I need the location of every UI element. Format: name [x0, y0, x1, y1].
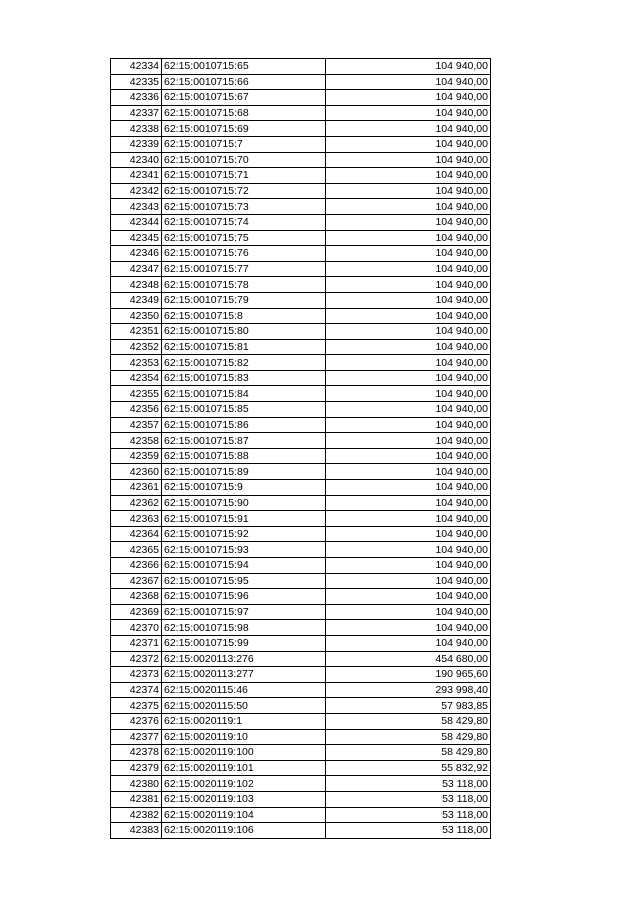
table-row: [111, 402, 491, 418]
cadastral-number-cell: 62:15:0010715:99: [162, 635, 326, 651]
cadastral-value-cell: 104 940,00: [326, 152, 491, 168]
table-row: [111, 183, 491, 199]
row-number-cell: 42383: [111, 823, 162, 839]
table-row: [111, 121, 491, 137]
cadastral-number-cell: 62:15:0010715:84: [162, 386, 326, 402]
cadastral-value-cell: 104 940,00: [326, 90, 491, 106]
cadastral-value-cell: 104 940,00: [326, 620, 491, 636]
cadastral-number-cell: 62:15:0010715:90: [162, 495, 326, 511]
row-number-cell: 42377: [111, 729, 162, 745]
row-number-cell: 42353: [111, 355, 162, 371]
cadastral-number-cell: 62:15:0020119:1: [162, 713, 326, 729]
table-row: [111, 90, 491, 106]
row-number-cell: 42363: [111, 511, 162, 527]
cadastral-number-cell: 62:15:0020115:46: [162, 682, 326, 698]
row-number-cell: 42372: [111, 651, 162, 667]
cadastral-number-cell: 62:15:0010715:85: [162, 402, 326, 418]
table-row: [111, 823, 491, 839]
cadastral-value-cell: 293 998,40: [326, 682, 491, 698]
cadastral-number-cell: 62:15:0010715:74: [162, 214, 326, 230]
cadastral-number-cell: 62:15:0010715:7: [162, 136, 326, 152]
cadastral-number-cell: 62:15:0010715:77: [162, 261, 326, 277]
table-row: [111, 729, 491, 745]
row-number-cell: 42367: [111, 573, 162, 589]
row-number-cell: 42340: [111, 152, 162, 168]
table-row: [111, 760, 491, 776]
cadastral-value-cell: 104 940,00: [326, 386, 491, 402]
row-number-cell: 42379: [111, 760, 162, 776]
table-row: [111, 433, 491, 449]
cadastral-value-cell: 104 940,00: [326, 230, 491, 246]
table-row: [111, 261, 491, 277]
row-number-cell: 42358: [111, 433, 162, 449]
cadastral-number-cell: 62:15:0010715:67: [162, 90, 326, 106]
row-number-cell: 42349: [111, 292, 162, 308]
cadastral-value-cell: 104 940,00: [326, 589, 491, 605]
table-row: [111, 651, 491, 667]
cadastral-value-cell: 104 940,00: [326, 246, 491, 262]
cadastral-value-cell: 104 940,00: [326, 168, 491, 184]
cadastral-value-cell: 190 965,60: [326, 667, 491, 683]
table-row: [111, 152, 491, 168]
table-row: [111, 573, 491, 589]
cadastral-value-cell: 53 118,00: [326, 823, 491, 839]
cadastral-number-cell: 62:15:0010715:80: [162, 324, 326, 340]
cadastral-value-cell: 53 118,00: [326, 776, 491, 792]
cadastral-value-cell: 104 940,00: [326, 402, 491, 418]
table-row: [111, 292, 491, 308]
cadastral-number-cell: 62:15:0010715:97: [162, 604, 326, 620]
table-row: [111, 589, 491, 605]
cadastral-number-cell: 62:15:0010715:71: [162, 168, 326, 184]
cadastral-value-cell: 104 940,00: [326, 261, 491, 277]
cadastral-value-cell: 58 429,80: [326, 713, 491, 729]
row-number-cell: 42365: [111, 542, 162, 558]
cadastral-number-cell: 62:15:0010715:66: [162, 74, 326, 90]
table-row: [111, 558, 491, 574]
cadastral-value-cell: 104 940,00: [326, 433, 491, 449]
table-row: [111, 105, 491, 121]
table-row: [111, 620, 491, 636]
row-number-cell: 42348: [111, 277, 162, 293]
row-number-cell: 42337: [111, 105, 162, 121]
cadastral-value-cell: 104 940,00: [326, 136, 491, 152]
row-number-cell: 42364: [111, 526, 162, 542]
cadastral-value-cell: 104 940,00: [326, 448, 491, 464]
cadastral-number-cell: 62:15:0010715:94: [162, 558, 326, 574]
row-number-cell: 42341: [111, 168, 162, 184]
table-row: [111, 324, 491, 340]
table-row: [111, 214, 491, 230]
row-number-cell: 42359: [111, 448, 162, 464]
cadastral-number-cell: 62:15:0020119:101: [162, 760, 326, 776]
table-row: [111, 448, 491, 464]
row-number-cell: 42336: [111, 90, 162, 106]
row-number-cell: 42352: [111, 339, 162, 355]
cadastral-number-cell: 62:15:0020115:50: [162, 698, 326, 714]
table-row: [111, 667, 491, 683]
row-number-cell: 42342: [111, 183, 162, 199]
cadastral-number-cell: 62:15:0010715:72: [162, 183, 326, 199]
row-number-cell: 42357: [111, 417, 162, 433]
table-row: [111, 745, 491, 761]
table-row: [111, 199, 491, 215]
cadastral-number-cell: 62:15:0010715:81: [162, 339, 326, 355]
table-row: [111, 308, 491, 324]
cadastral-value-cell: 104 940,00: [326, 74, 491, 90]
cadastral-number-cell: 62:15:0010715:78: [162, 277, 326, 293]
cadastral-number-cell: 62:15:0010715:65: [162, 59, 326, 75]
row-number-cell: 42362: [111, 495, 162, 511]
cadastral-value-cell: 104 940,00: [326, 355, 491, 371]
table-row: [111, 635, 491, 651]
row-number-cell: 42381: [111, 791, 162, 807]
table-row: [111, 464, 491, 480]
row-number-cell: 42373: [111, 667, 162, 683]
cadastral-value-cell: 57 983,85: [326, 698, 491, 714]
cadastral-number-cell: 62:15:0020119:102: [162, 776, 326, 792]
table-row: [111, 74, 491, 90]
row-number-cell: 42345: [111, 230, 162, 246]
table-row: [111, 511, 491, 527]
cadastral-value-cell: 104 940,00: [326, 292, 491, 308]
cadastral-value-cell: 454 680,00: [326, 651, 491, 667]
table-row: [111, 776, 491, 792]
cadastral-value-cell: 104 940,00: [326, 183, 491, 199]
cadastral-value-cell: 104 940,00: [326, 526, 491, 542]
cadastral-number-cell: 62:15:0020119:100: [162, 745, 326, 761]
cadastral-number-cell: 62:15:0010715:93: [162, 542, 326, 558]
row-number-cell: 42360: [111, 464, 162, 480]
table-row: [111, 339, 491, 355]
table-row: [111, 230, 491, 246]
row-number-cell: 42366: [111, 558, 162, 574]
table-row: [111, 480, 491, 496]
row-number-cell: 42344: [111, 214, 162, 230]
cadastral-value-cell: 104 940,00: [326, 105, 491, 121]
cadastral-number-cell: 62:15:0020119:10: [162, 729, 326, 745]
table-row: [111, 168, 491, 184]
cadastral-value-cell: 58 429,80: [326, 729, 491, 745]
cadastral-value-cell: 55 832,92: [326, 760, 491, 776]
cadastral-value-table: [110, 58, 491, 839]
row-number-cell: 42382: [111, 807, 162, 823]
cadastral-value-cell: 53 118,00: [326, 791, 491, 807]
table-body: [111, 59, 491, 839]
cadastral-number-cell: 62:15:0010715:79: [162, 292, 326, 308]
cadastral-value-cell: 104 940,00: [326, 542, 491, 558]
cadastral-number-cell: 62:15:0020119:103: [162, 791, 326, 807]
row-number-cell: 42338: [111, 121, 162, 137]
cadastral-number-cell: 62:15:0010715:88: [162, 448, 326, 464]
row-number-cell: 42350: [111, 308, 162, 324]
row-number-cell: 42376: [111, 713, 162, 729]
table-row: [111, 713, 491, 729]
row-number-cell: 42355: [111, 386, 162, 402]
row-number-cell: 42356: [111, 402, 162, 418]
row-number-cell: 42343: [111, 199, 162, 215]
table-row: [111, 417, 491, 433]
cadastral-value-cell: 104 940,00: [326, 308, 491, 324]
row-number-cell: 42368: [111, 589, 162, 605]
cadastral-value-cell: 104 940,00: [326, 370, 491, 386]
row-number-cell: 42335: [111, 74, 162, 90]
cadastral-value-cell: 104 940,00: [326, 464, 491, 480]
cadastral-value-cell: 104 940,00: [326, 635, 491, 651]
cadastral-value-cell: 104 940,00: [326, 604, 491, 620]
table-row: [111, 136, 491, 152]
table-row: [111, 246, 491, 262]
table-row: [111, 370, 491, 386]
cadastral-value-cell: 104 940,00: [326, 121, 491, 137]
cadastral-number-cell: 62:15:0010715:70: [162, 152, 326, 168]
cadastral-value-cell: 104 940,00: [326, 339, 491, 355]
row-number-cell: 42354: [111, 370, 162, 386]
row-number-cell: 42369: [111, 604, 162, 620]
cadastral-value-cell: 104 940,00: [326, 324, 491, 340]
cadastral-number-cell: 62:15:0010715:89: [162, 464, 326, 480]
cadastral-number-cell: 62:15:0010715:75: [162, 230, 326, 246]
cadastral-number-cell: 62:15:0010715:83: [162, 370, 326, 386]
cadastral-number-cell: 62:15:0010715:73: [162, 199, 326, 215]
table-row: [111, 277, 491, 293]
cadastral-number-cell: 62:15:0020113:276: [162, 651, 326, 667]
row-number-cell: 42334: [111, 59, 162, 75]
table-row: [111, 526, 491, 542]
cadastral-value-cell: 104 940,00: [326, 511, 491, 527]
row-number-cell: 42371: [111, 635, 162, 651]
cadastral-value-cell: 104 940,00: [326, 199, 491, 215]
row-number-cell: 42380: [111, 776, 162, 792]
row-number-cell: 42351: [111, 324, 162, 340]
cadastral-number-cell: 62:15:0010715:91: [162, 511, 326, 527]
cadastral-value-cell: 104 940,00: [326, 558, 491, 574]
table-row: [111, 542, 491, 558]
row-number-cell: 42370: [111, 620, 162, 636]
cadastral-number-cell: 62:15:0010715:68: [162, 105, 326, 121]
cadastral-number-cell: 62:15:0010715:76: [162, 246, 326, 262]
row-number-cell: 42374: [111, 682, 162, 698]
row-number-cell: 42378: [111, 745, 162, 761]
row-number-cell: 42339: [111, 136, 162, 152]
row-number-cell: 42346: [111, 246, 162, 262]
table-row: [111, 791, 491, 807]
cadastral-number-cell: 62:15:0010715:86: [162, 417, 326, 433]
cadastral-number-cell: 62:15:0010715:96: [162, 589, 326, 605]
cadastral-number-cell: 62:15:0010715:69: [162, 121, 326, 137]
cadastral-value-cell: 104 940,00: [326, 214, 491, 230]
cadastral-value-cell: 104 940,00: [326, 417, 491, 433]
table-row: [111, 59, 491, 75]
row-number-cell: 42361: [111, 480, 162, 496]
table-row: [111, 698, 491, 714]
cadastral-value-cell: 58 429,80: [326, 745, 491, 761]
cadastral-number-cell: 62:15:0010715:87: [162, 433, 326, 449]
cadastral-value-cell: 104 940,00: [326, 480, 491, 496]
table-row: [111, 807, 491, 823]
cadastral-number-cell: 62:15:0020113:277: [162, 667, 326, 683]
cadastral-number-cell: 62:15:0020119:104: [162, 807, 326, 823]
row-number-cell: 42375: [111, 698, 162, 714]
cadastral-value-cell: 104 940,00: [326, 573, 491, 589]
cadastral-value-cell: 104 940,00: [326, 277, 491, 293]
row-number-cell: 42347: [111, 261, 162, 277]
cadastral-number-cell: 62:15:0020119:106: [162, 823, 326, 839]
cadastral-value-cell: 104 940,00: [326, 59, 491, 75]
table-row: [111, 604, 491, 620]
cadastral-value-cell: 53 118,00: [326, 807, 491, 823]
cadastral-number-cell: 62:15:0010715:8: [162, 308, 326, 324]
cadastral-value-cell: 104 940,00: [326, 495, 491, 511]
cadastral-number-cell: 62:15:0010715:82: [162, 355, 326, 371]
table-row: [111, 495, 491, 511]
cadastral-number-cell: 62:15:0010715:9: [162, 480, 326, 496]
cadastral-number-cell: 62:15:0010715:92: [162, 526, 326, 542]
table-row: [111, 386, 491, 402]
cadastral-number-cell: 62:15:0010715:95: [162, 573, 326, 589]
table-row: [111, 682, 491, 698]
table-row: [111, 355, 491, 371]
cadastral-number-cell: 62:15:0010715:98: [162, 620, 326, 636]
